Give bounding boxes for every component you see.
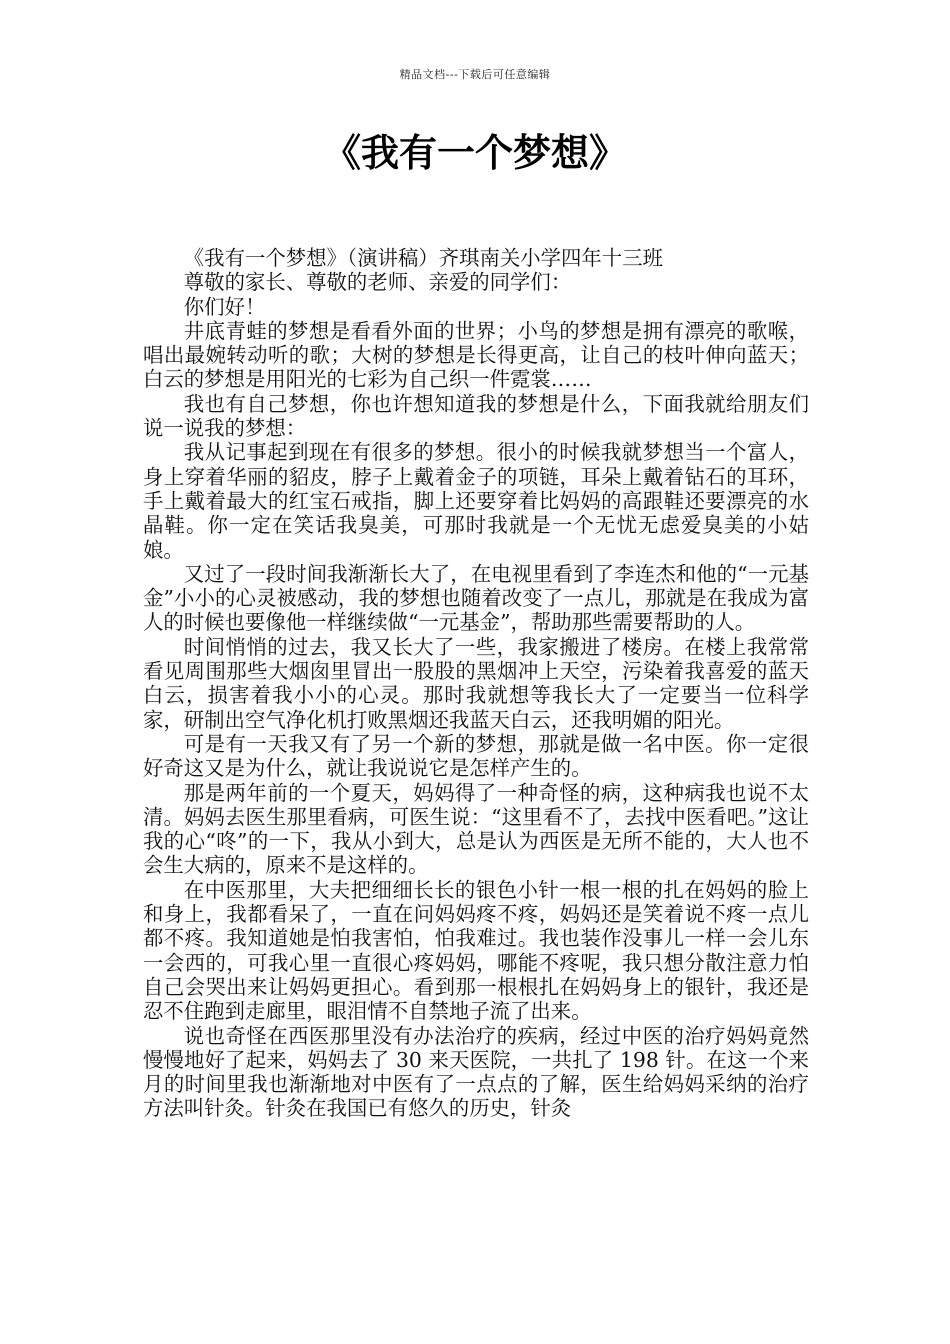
document-body [143,246,809,1121]
paragraph: 井底青蛙的梦想是看看外面的世界；小鸟的梦想是拥有漂亮的歌喉，唱出最婉转动听的歌；大树的梦想是长得更高，让自己的枝叶伸向蓝天；白云的梦想是用阳光的七彩为自己织一件霓裳…… [143,318,809,392]
paragraph: 我从记事起到现在有很多的梦想。很小的时候我就梦想当一个富人，身上穿着华丽的貂皮，脖子上戴着金子的项链，耳朵上戴着钻石的耳环，手上戴着最大的红宝石戒指，脚上还要穿着比妈妈的高跟鞋还要漂亮的水晶鞋。你一定在笑话我臭美，可那时我就是一个无忧无虑爱臭美的小姑娘。 [143,440,809,562]
paragraph-subtitle: 《我有一个梦想》（演讲稿）齐琪南关小学四年十三班 [183,246,663,270]
paragraph: 时间悄悄的过去，我又长大了一些，我家搬进了楼房。在楼上我常常看见周围那些大烟囱里冒出一股股的黑烟冲上天空，污染着我喜爱的蓝天白云，损害着我小小的心灵。那时我就想等我长大了一定要当一位科学家，研制出空气净化机打败黑烟还我蓝天白云，还我明媚的阳光。 [143,634,809,732]
document-title: 《我有一个梦想》 [322,131,627,175]
paragraph: 可是有一天我又有了另一个新的梦想，那就是做一名中医。你一定很好奇这又是为什么，就让我说说它是怎样产生的。 [143,731,809,781]
paragraph: 我也有自己梦想，你也许想知道我的梦想是什么，下面我就给朋友们说一说我的梦想： [143,391,809,441]
page-header-note: 精品文档---下载后可任意编辑 [399,68,551,81]
paragraph: 在中医那里，大夫把细细长长的银色小针一根一根的扎在妈妈的脸上和身上，我都看呆了，一直在问妈妈疼不疼，妈妈还是笑着说不疼一点儿都不疼。我知道她是怕我害怕，怕我难过。我也装作没事儿一样一会儿东一会西的，可我心里一直很心疼妈妈，哪能不疼呢，我只想分散注意力怕自己会哭出来让妈妈更担心。看到那一根根扎在妈妈身上的银针，我还是忍不住跑到走廊里，眼泪情不自禁地子流了出来。 [143,877,809,1024]
paragraph-salutation: 尊敬的家长、尊敬的老师、亲爱的同学们： [183,270,572,295]
paragraph-greeting: 你们好！ [183,294,266,319]
paragraph: 说也奇怪在西医那里没有办法治疗的疾病，经过中医的治疗妈妈竟然慢慢地好了起来，妈妈去了 30 来天医院，一共扎了 198 针。在这一个来月的时间里我也渐渐地对中医有了一点点的了解，医生给妈妈采纳的治疗方法叫针灸。针灸在我国已有悠久的历史，针灸 [143,1023,809,1121]
paragraph: 又过了一段时间我渐渐长大了，在电视里看到了李连杰和他的“一元基金”小小的心灵被感动，我的梦想也随着改变了一点儿，那就是在我成为富人的时候也要像他一样继续做“一元基金”，帮助那些需要帮助的人。 [143,561,809,635]
paragraph: 那是两年前的一个夏天，妈妈得了一种奇怪的病，这种病我也说不太清。妈妈去医生那里看病，可医生说：“这里看不了，去找中医看吧。”这让我的心“咚”的一下，我从小到大，总是认为西医是无所不能的，大人也不会生大病的，原来不是这样的。 [143,780,809,878]
